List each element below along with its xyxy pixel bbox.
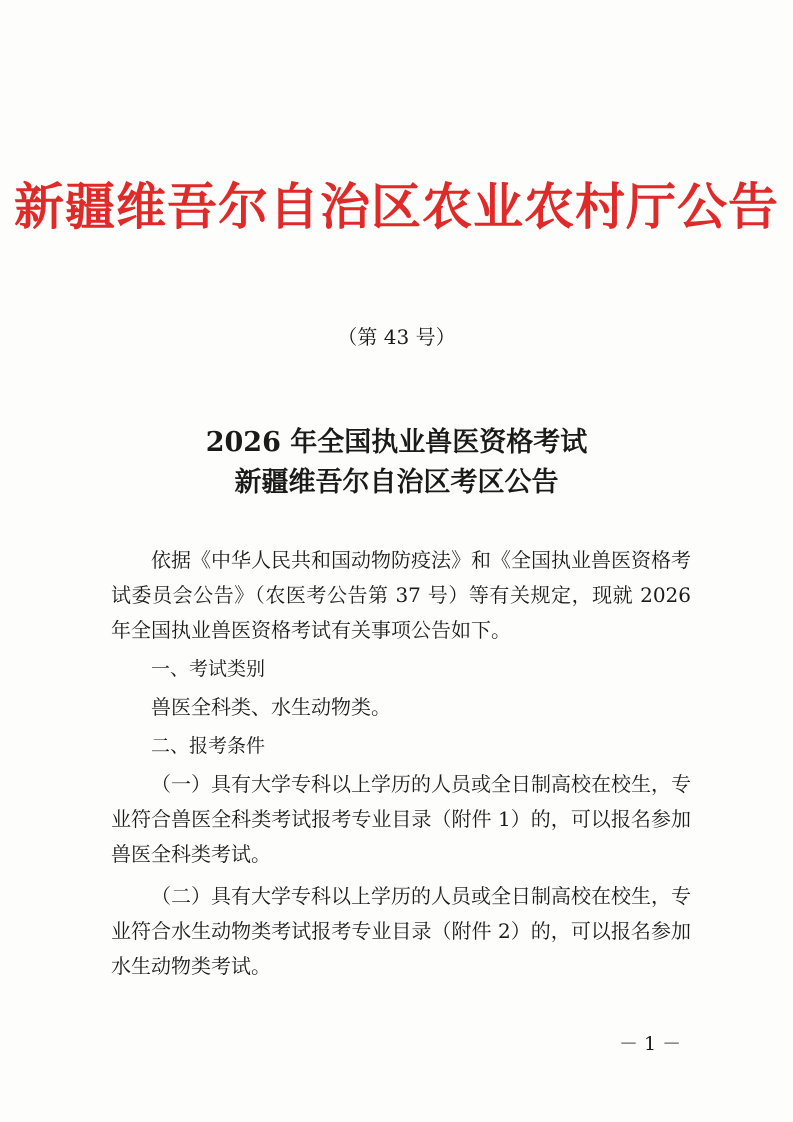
issuer-title: 新疆维吾尔自治区农业农村厅公告: [14, 178, 779, 236]
exam-categories-text: 兽医全科类、水生动物类。: [151, 695, 391, 719]
section-heading-exam-categories: 一、考试类别: [151, 658, 266, 680]
eligibility-condition-2: （二）具有大学专科以上学历的人员或全日制高校在校生，专业符合水生动物类考试报考专业目录（附件 2）的，可以报名参加水生动物类考试。: [111, 884, 691, 978]
document-title-line-2: 新疆维吾尔自治区考区公告: [234, 467, 559, 498]
intro-paragraph: 依据《中华人民共和国动物防疫法》和《全国执业兽医资格考试委员会公告》（农医考公告第 37 号）等有关规定，现就 2026 年全国执业兽医资格考试有关事项公告如下。: [111, 548, 691, 642]
page-number: － 1 －: [619, 1033, 682, 1055]
document-title-line-1: 2026 年全国执业兽医资格考试: [205, 427, 588, 458]
eligibility-condition-1: （一）具有大学专科以上学历的人员或全日制高校在校生，专业符合兽医全科类考试报考专业目录（附件 1）的，可以报名参加兽医全科类考试。: [111, 772, 691, 866]
section-heading-eligibility: 二、报考条件: [151, 735, 266, 757]
document-number: （第 43 号）: [337, 325, 456, 349]
